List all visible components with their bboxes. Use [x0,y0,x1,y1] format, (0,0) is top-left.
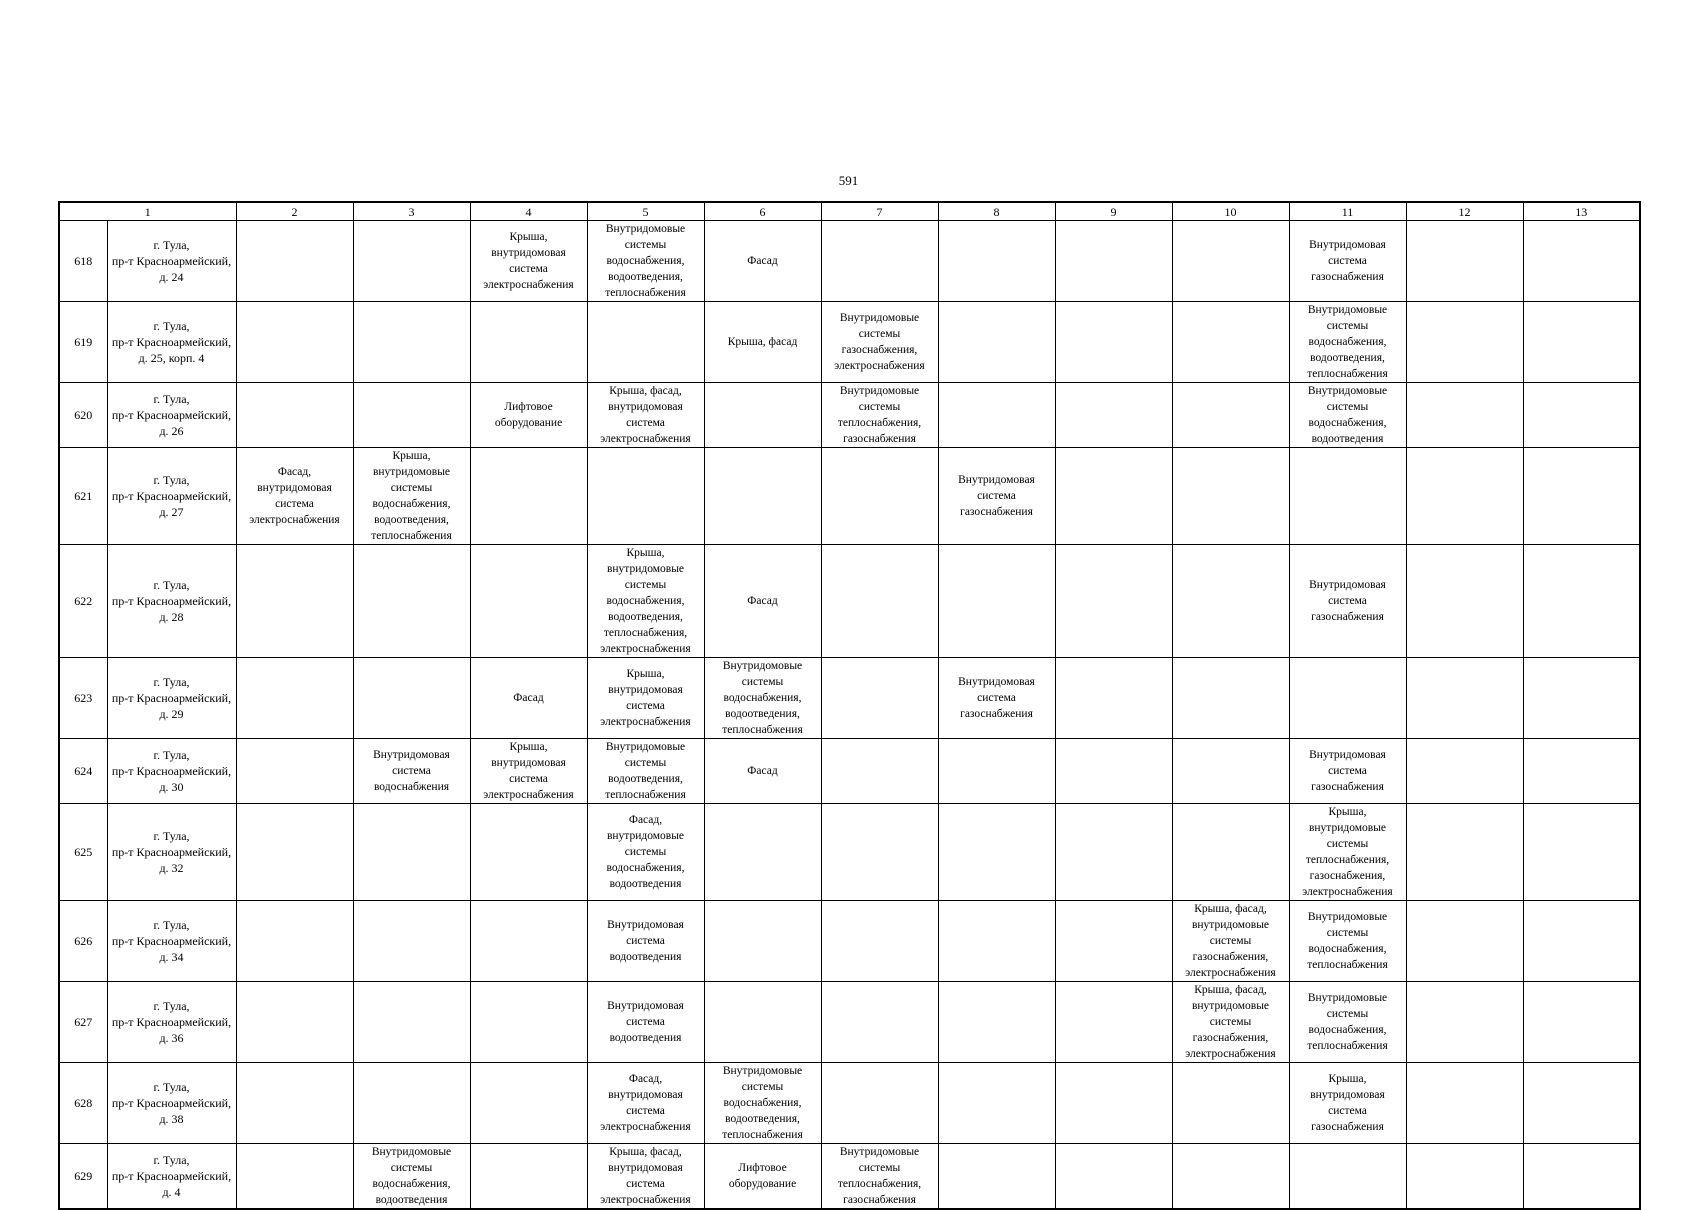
address-cell: г. Тула, пр-т Красноармейский, д. 36 [107,982,236,1063]
table-row [59,982,1640,1063]
work-cell: Внутридомовые системы водоснабжения, водоотведения, теплоснабжения [704,658,821,739]
work-cell [704,383,821,448]
row-number: 625 [59,804,107,901]
work-cell [236,1063,353,1144]
table-row [59,658,1640,739]
repair-schedule-table [58,201,1641,1210]
work-cell [1523,1144,1640,1210]
work-cell [1406,804,1523,901]
work-cell [938,804,1055,901]
work-cell: Внутридомовые системы водоснабжения, теплоснабжения [1289,901,1406,982]
work-cell [1523,804,1640,901]
work-cell [1055,1144,1172,1210]
work-cell [704,901,821,982]
work-cell [938,302,1055,383]
work-cell [1055,302,1172,383]
work-cell: Крыша, фасад, внутридомовые системы газоснабжения, электроснабжения [1172,901,1289,982]
work-cell [704,804,821,901]
work-cell [236,302,353,383]
work-cell [821,804,938,901]
work-cell: Крыша, внутридомовые системы водоснабжения, водоотведения, теплоснабжения [353,448,470,545]
work-cell [1172,302,1289,383]
work-cell [938,221,1055,302]
row-number: 623 [59,658,107,739]
work-cell: Фасад, внутридомовая система электроснабжения [587,1063,704,1144]
table-row [59,545,1640,658]
work-cell [470,804,587,901]
work-cell [470,1144,587,1210]
work-cell: Внутридомовые системы водоснабжения, водоотведения [353,1144,470,1210]
work-cell: Лифтовое оборудование [470,383,587,448]
work-cell: Внутридомовая система водоотведения [587,982,704,1063]
work-cell: Внутридомовые системы водоотведения, теплоснабжения [587,739,704,804]
table-row [59,383,1640,448]
work-cell: Внутридомовые системы теплоснабжения, газоснабжения [821,383,938,448]
work-cell [1523,302,1640,383]
work-cell [236,545,353,658]
address-cell: г. Тула, пр-т Красноармейский, д. 24 [107,221,236,302]
row-number: 627 [59,982,107,1063]
address-cell: г. Тула, пр-т Красноармейский, д. 38 [107,1063,236,1144]
work-cell [1406,221,1523,302]
work-cell [353,383,470,448]
work-cell [1406,739,1523,804]
page-number: 591 [838,173,859,188]
work-cell: Внутридомовая система газоснабжения [1289,545,1406,658]
work-cell [236,221,353,302]
column-header: 12 [1406,202,1523,221]
work-cell [236,804,353,901]
address-cell: г. Тула, пр-т Красноармейский, д. 27 [107,448,236,545]
work-cell [1055,901,1172,982]
work-cell [1523,221,1640,302]
address-cell: г. Тула, пр-т Красноармейский, д. 26 [107,383,236,448]
column-header: 4 [470,202,587,221]
work-cell: Фасад [470,658,587,739]
table-body [59,202,1640,1209]
work-cell [1172,1063,1289,1144]
work-cell: Внутридомовая система газоснабжения [1289,221,1406,302]
work-cell [1406,1063,1523,1144]
work-cell [938,383,1055,448]
work-cell: Внутридомовая система газоснабжения [938,448,1055,545]
work-cell: Внутридомовые системы водоснабжения, водоотведения, теплоснабжения [704,1063,821,1144]
work-cell: Крыша, внутридомовая система газоснабжения [1289,1063,1406,1144]
work-cell [1055,658,1172,739]
work-cell [1523,448,1640,545]
work-cell [821,658,938,739]
address-cell: г. Тула, пр-т Красноармейский, д. 28 [107,545,236,658]
work-cell: Внутридомовые системы водоснабжения, теплоснабжения [1289,982,1406,1063]
work-cell [1172,1144,1289,1210]
work-cell [1523,658,1640,739]
work-cell [236,901,353,982]
work-cell: Крыша, фасад, внутридомовая система электроснабжения [587,383,704,448]
work-cell: Внутридомовая система газоснабжения [938,658,1055,739]
row-number: 621 [59,448,107,545]
work-cell: Внутридомовая система водоотведения [587,901,704,982]
work-cell: Внутридомовые системы водоснабжения, водоотведения, теплоснабжения [587,221,704,302]
work-cell [938,901,1055,982]
work-cell [1289,658,1406,739]
work-cell [938,739,1055,804]
work-cell [1172,545,1289,658]
work-cell [1055,804,1172,901]
work-cell [938,1063,1055,1144]
column-header: 13 [1523,202,1640,221]
column-header: 7 [821,202,938,221]
column-header: 9 [1055,202,1172,221]
table-row [59,1144,1640,1210]
work-cell [353,804,470,901]
work-cell [821,221,938,302]
work-cell [1172,221,1289,302]
work-cell: Крыша, внутридомовая система электроснабжения [587,658,704,739]
work-cell [1406,901,1523,982]
address-cell: г. Тула, пр-т Красноармейский, д. 29 [107,658,236,739]
work-cell [821,1063,938,1144]
work-cell [470,901,587,982]
work-cell [1523,545,1640,658]
row-number: 629 [59,1144,107,1210]
address-cell: г. Тула, пр-т Красноармейский, д. 30 [107,739,236,804]
work-cell [821,545,938,658]
work-cell: Фасад, внутридомовая система электроснабжения [236,448,353,545]
work-cell [1523,739,1640,804]
work-cell [938,982,1055,1063]
work-cell [236,982,353,1063]
work-cell [236,658,353,739]
work-cell [1523,1063,1640,1144]
work-cell [1406,448,1523,545]
work-cell [1523,901,1640,982]
work-cell [470,982,587,1063]
work-cell [587,448,704,545]
work-cell [470,448,587,545]
work-cell: Внутридомовая система газоснабжения [1289,739,1406,804]
column-header: 2 [236,202,353,221]
work-cell: Фасад, внутридомовые системы водоснабжения, водоотведения [587,804,704,901]
row-number: 628 [59,1063,107,1144]
work-cell [821,739,938,804]
column-header: 6 [704,202,821,221]
column-header: 10 [1172,202,1289,221]
work-cell [1172,739,1289,804]
work-cell [353,658,470,739]
work-cell: Фасад [704,739,821,804]
table-row [59,302,1640,383]
work-cell [470,302,587,383]
column-header: 3 [353,202,470,221]
address-cell: г. Тула, пр-т Красноармейский, д. 4 [107,1144,236,1210]
address-cell: г. Тула, пр-т Красноармейский, д. 34 [107,901,236,982]
work-cell: Крыша, фасад [704,302,821,383]
header-row [59,202,1640,221]
work-cell: Крыша, фасад, внутридомовые системы газоснабжения, электроснабжения [1172,982,1289,1063]
row-number: 626 [59,901,107,982]
work-cell [1172,383,1289,448]
work-cell [236,383,353,448]
work-cell: Крыша, внутридомовая система электроснабжения [470,739,587,804]
work-cell [821,901,938,982]
work-cell [704,982,821,1063]
work-cell [821,982,938,1063]
work-cell [1172,658,1289,739]
work-cell [821,448,938,545]
work-cell [1055,221,1172,302]
work-cell [1289,1144,1406,1210]
table-row [59,901,1640,982]
work-cell [1172,804,1289,901]
work-cell [353,221,470,302]
column-header: 5 [587,202,704,221]
work-cell [353,1063,470,1144]
work-cell: Крыша, внутридомовые системы водоснабжения, водоотведения, теплоснабжения, электроснабжения [587,545,704,658]
work-cell [1523,982,1640,1063]
work-cell: Крыша, фасад, внутридомовая система электроснабжения [587,1144,704,1210]
row-number: 620 [59,383,107,448]
table-row [59,1063,1640,1144]
work-cell [1406,545,1523,658]
work-cell [1055,982,1172,1063]
work-cell [1406,658,1523,739]
work-cell: Внутридомовые системы газоснабжения, электроснабжения [821,302,938,383]
row-number: 622 [59,545,107,658]
work-cell [1406,302,1523,383]
work-cell: Фасад [704,221,821,302]
work-cell [587,302,704,383]
work-cell [470,545,587,658]
column-header: 8 [938,202,1055,221]
work-cell: Фасад [704,545,821,658]
work-cell [236,739,353,804]
work-cell [353,982,470,1063]
work-cell [938,1144,1055,1210]
row-number: 618 [59,221,107,302]
work-cell [1406,982,1523,1063]
row-number: 619 [59,302,107,383]
work-cell [236,1144,353,1210]
work-cell [1055,383,1172,448]
column-header: 11 [1289,202,1406,221]
work-cell: Крыша, внутридомовые системы теплоснабжения, газоснабжения, электроснабжения [1289,804,1406,901]
work-cell [353,302,470,383]
row-number: 624 [59,739,107,804]
work-cell [1406,383,1523,448]
table-row [59,739,1640,804]
work-cell [704,448,821,545]
work-cell [1172,448,1289,545]
work-cell: Крыша, внутридомовая система электроснабжения [470,221,587,302]
table-row [59,448,1640,545]
address-cell: г. Тула, пр-т Красноармейский, д. 32 [107,804,236,901]
work-cell [353,545,470,658]
work-cell [1406,1144,1523,1210]
work-cell [353,901,470,982]
work-cell [938,545,1055,658]
work-cell: Внутридомовая система водоснабжения [353,739,470,804]
work-cell [1055,545,1172,658]
column-header: 1 [59,202,236,221]
work-cell: Внутридомовые системы теплоснабжения, газоснабжения [821,1144,938,1210]
work-cell [1289,448,1406,545]
work-cell [1055,448,1172,545]
work-cell [1055,1063,1172,1144]
table-row [59,804,1640,901]
work-cell [470,1063,587,1144]
work-cell: Внутридомовые системы водоснабжения, водоотведения, теплоснабжения [1289,302,1406,383]
work-cell [1523,383,1640,448]
work-cell [1055,739,1172,804]
work-cell: Внутридомовые системы водоснабжения, водоотведения [1289,383,1406,448]
work-cell: Лифтовое оборудование [704,1144,821,1210]
address-cell: г. Тула, пр-т Красноармейский, д. 25, корп. 4 [107,302,236,383]
table-row [59,221,1640,302]
